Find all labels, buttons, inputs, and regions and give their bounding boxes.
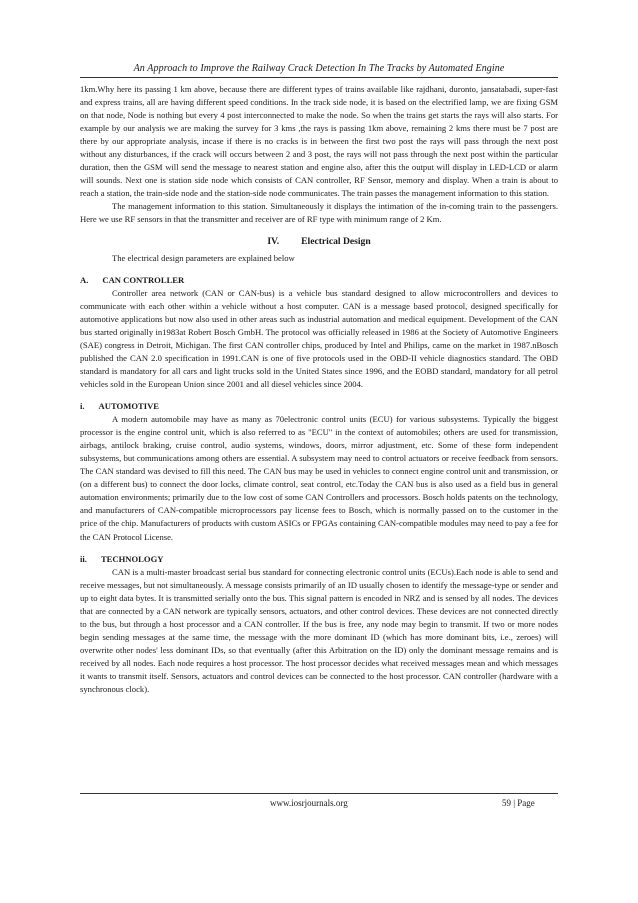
subsection-heading-automotive [80,400,558,413]
section-heading [80,235,558,248]
page-number: 59 | Page [502,798,535,808]
subsection-label: i. [80,401,85,412]
section-number: IV. [267,235,280,247]
subsection-title: TECHNOLOGY [100,553,164,564]
subsection-heading-technology [80,553,558,566]
header-divider [80,77,558,78]
footer-divider [80,793,558,794]
body-paragraph: A modern automobile may have as many as 70electronic control units (ECU) for various subsystems. Typically the biggest processor is the engine control unit, which is also referred to as "ECU" in the context of automobiles; others are used for transmission, airbags, antilock braking, cruise control, audio systems, windows, doors, mirror adjustment, etc. Some of these form independent subsystems, but communications among others are essential. A subsystem may need to control actuators or receive feedback from sensors. The CAN standard was devised to fill this need. The CAN bus may be used in vehicles to connect engine control unit and transmission, or (on a different bus) to connect the door locks, climate control, seat control, etc.Today the CAN bus is also used as a field bus in general automation environments; primarily due to the low cost of some CAN Controllers and processors. Bosch holds patents on the technology, and manufacturers of CAN-compatible microprocessors pay license fees to Bosch, which is normally passed on to the customer in the price of the chip. Manufacturers of products with custom ASICs or FPGAs containing CAN-compatible modules may need to pay a fee for the CAN Protocol License. [80,414,558,542]
subsection-label: ii. [80,553,87,564]
body-paragraph: 1km.Why here its passing 1 km above, because there are different types of trains available like rajdhani, duronto, jansatabadi, super-fast and express trains, all are having different speed conditions. In the track side node, it is based on the electrified lamp, we are fixing GSM on that node, Node is nothing but every 4 post interconnected to make the node. So when the trains get starts the rays will also starts. For example by our analysis we are making the survey for 3 kms ,the rays is passing 1km above, remaining 2 kms there must be 7 post are there by our appropriate analysis, incase if there is no cracks is in between the first two post the rays will pass through the next post without any disturbances, if the crack will occurs between 2 and 3 post, the rays will not pass through the next post within the particular duration, then the GSM will send the message to nearest station and engine also, after this the output will display in LED-LCD or alarm will sounds. Next one is station side node which consists of CAN controller, RF Sensor, memory and display. When a train is about to reach a station, the train-side node and the station-side node communicates. The train passes the management information to this station. [80,84,558,199]
body-paragraph: Controller area network (CAN or CAN-bus) is a vehicle bus standard designed to allow microcontrollers and devices to communicate with each other within a vehicle without a host computer. CAN is a message based protocol, designed specifically for automotive applications but now also used in other areas such as industrial automation and medical equipment. Development of the CAN bus started originally in1983at Robert Bosch GmbH. The protocol was officially released in 1986 at the Society of Automotive Engineers (SAE) congress in Detroit, Michigan. The first CAN controller chips, produced by Intel and Philips, came on the market in 1987.nBosch published the CAN 2.0 specification in 1991.CAN is one of five protocols used in the OBD-II vehicle diagnostics standard. The OBD standard is mandatory for all cars and light trucks sold in the United States since 1996, and the EOBD standard, mandatory for all petrol vehicles sold in the European Union since 2001 and all diesel vehicles since 2004. [80,287,558,389]
page-body [80,83,558,696]
section-intro: The electrical design parameters are explained below [112,252,295,263]
subsection-heading-can-controller [80,274,558,287]
journal-url[interactable]: www.iosrjournals.org [270,798,348,808]
section-title: Electrical Design [301,235,371,247]
body-paragraph: CAN is a multi-master broadcast serial bus standard for connecting electronic control units (ECUs).Each node is able to send and receive messages, but not simultaneously. A message consists primarily of an ID usually chosen to identify the message-type or sender and up to eight data bytes. It is transmitted serially onto the bus. This signal pattern is encoded in NRZ and is sensed by all nodes. The devices that are connected by a CAN network are typically sensors, actuators, and other control devices. These devices are not connected directly to the bus, but through a host processor and a CAN controller. If the bus is free, any node may begin to transmit. If two or more nodes begin sending messages at the same time, the message with the more dominant ID (which has more dominant bits, i.e., zeroes) will overwrite other nodes' less dominant IDs, so that eventually (after this Arbitration on the ID) only the dominant message remains and is received by all nodes. Each node requires a host processor. The host processor decides what received messages mean and which messages it wants to transmit itself. Sensors, actuators and control devices can be connected to the host processor. CAN controller (hardware with a synchronous clock). [80,566,558,695]
subsection-label: A. [80,274,89,285]
subsection-title: CAN CONTROLLER [102,274,185,285]
subsection-title: AUTOMOTIVE [98,401,160,412]
body-paragraph: The management information to this station. Simultaneously it displays the intimation of the in-coming train to the passengers. Here we use RF sensors in that the transmitter and receiver are of RF type with minimum range of 2 Km. [80,201,558,225]
running-header: An Approach to Improve the Railway Crack Detection In The Tracks by Automated Engine [133,63,505,74]
